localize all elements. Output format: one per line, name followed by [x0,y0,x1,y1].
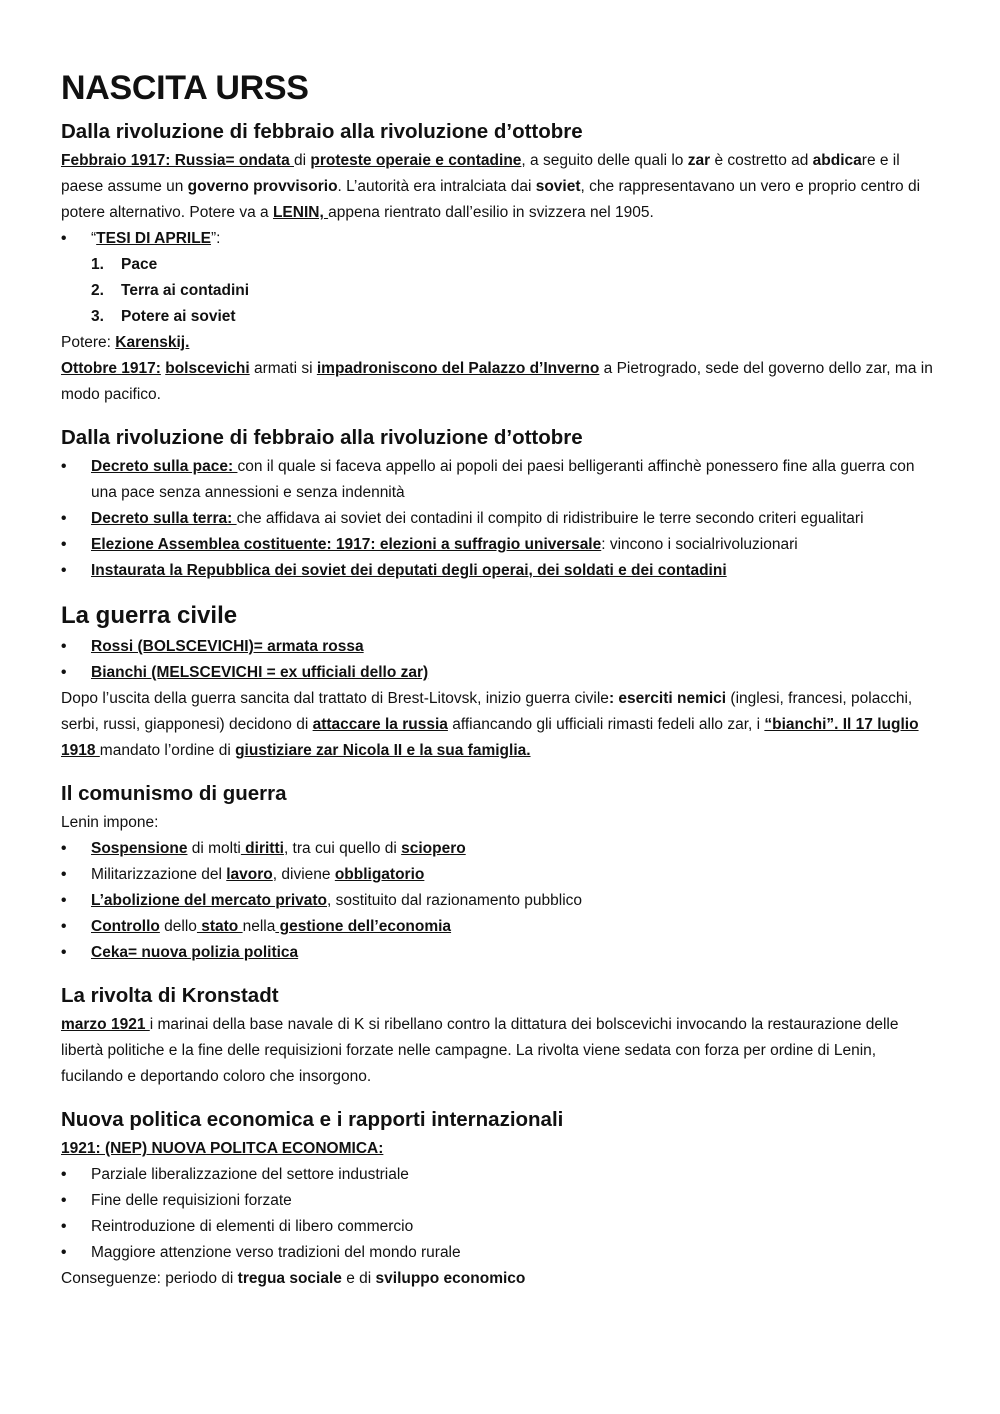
section-heading-4: Il comunismo di guerra [61,782,287,805]
list-item: 3. Potere ai soviet [91,308,236,325]
list-item: • Maggiore attenzione verso tradizioni del mondo rurale [61,1240,941,1266]
section-heading-5: La rivolta di Kronstadt [61,984,279,1007]
list-item: • Reintroduzione di elementi di libero commercio [61,1214,941,1240]
nep-subheading: 1921: (NEP) NUOVA POLITCA ECONOMICA: [61,1140,384,1157]
section-heading-1: Dalla rivoluzione di febbraio alla rivoluzione d’ottobre [61,120,583,143]
section-heading-3: La guerra civile [61,602,238,629]
paragraph-conseguenze: Conseguenze: periodo di tregua sociale e di sviluppo economico [61,1270,526,1287]
list-item: • Ceka= nuova polizia politica [61,940,941,966]
comunismo-list [61,836,941,966]
list-item: 1. Pace [91,256,158,273]
tesi-numbered-list [61,252,941,330]
list-item: • Militarizzazione del lavoro, diviene obbligatorio [61,862,941,888]
list-item: • Bianchi (MELSCEVICHI = ex ufficiali dello zar) [61,660,941,686]
list-item: • Controllo dello stato nella gestione dell’economia [61,914,941,940]
list-item: • “TESI DI APRILE”: [61,226,941,252]
section-heading-2: Dalla rivoluzione di febbraio alla rivoluzione d’ottobre [61,426,583,449]
document-title: NASCITA URSS [61,69,309,107]
paragraph-kronstadt: marzo 1921 i marinai della base navale di K si ribellano contro la dittatura dei bolscevichi invocando la restaurazione delle libertà politiche e la fine delle requisizioni forzate nelle campagne. La rivolta viene sedata con forza per ordine di Lenin, fucilando e deportando coloro che insorgono. [61,1016,899,1085]
section-heading-6: Nuova politica economica e i rapporti internazionali [61,1108,564,1131]
document-page [61,64,941,1292]
paragraph-ottobre: Ottobre 1917: bolscevichi armati si impadroniscono del Palazzo d’Inverno a Pietrogrado, sede del governo dello zar, ma in modo pacifico. [61,360,933,403]
paragraph-febbraio: Febbraio 1917: Russia= ondata di proteste operaie e contadine, a seguito delle quali lo zar è costretto ad abdicare e il paese assume un governo provvisorio. L’autorità era intralciata dai soviet, che rappresentavano un vero e proprio centro di potere alternativo. Potere va a LENIN, appena rientrato dall’esilio in svizzera nel 1905. [61,152,921,221]
decreti-list [61,454,941,584]
list-item: 2. Terra ai contadini [91,282,250,299]
paragraph-guerra-civile: Dopo l’uscita della guerra sancita dal trattato di Brest-Litovsk, inizio guerra civile: eserciti nemici (inglesi, francesi, polacchi, serbi, russi, giapponesi) decidono di attaccare la russia affiancando gli ufficiali rimasti fedeli allo zar, i “bianchi”. Il 17 luglio 1918 mandato l’ordine di giustiziare zar Nicola II e la sua famiglia. [61,690,919,759]
list-item: • Fine delle requisizioni forzate [61,1188,941,1214]
tesi-list [61,226,941,252]
list-item: • Rossi (BOLSCEVICHI)= armata rossa [61,634,941,660]
list-item: • Decreto sulla terra: che affidava ai soviet dei contadini il compito di ridistribuire le terre secondo criteri egualitari [61,506,941,532]
guerra-civile-list [61,634,941,686]
paragraph-potere: Potere: Karenskij. [61,334,190,351]
list-item: • Decreto sulla pace: con il quale si faceva appello ai popoli dei paesi belligeranti affinchè ponessero fine alla guerra con una pace senza annessioni e senza indennità [61,454,941,506]
paragraph-lenin-impone: Lenin impone: [61,814,159,831]
list-item: • Instaurata la Repubblica dei soviet dei deputati degli operai, dei soldati e dei contadini [61,558,941,584]
list-item: • Elezione Assemblea costituente: 1917: elezioni a suffragio universale: vincono i socialrivoluzionari [61,532,941,558]
list-item: • Sospensione di molti diritti, tra cui quello di sciopero [61,836,941,862]
list-item: • Parziale liberalizzazione del settore industriale [61,1162,941,1188]
nep-list [61,1162,941,1266]
list-item: • L’abolizione del mercato privato, sostituito dal razionamento pubblico [61,888,941,914]
